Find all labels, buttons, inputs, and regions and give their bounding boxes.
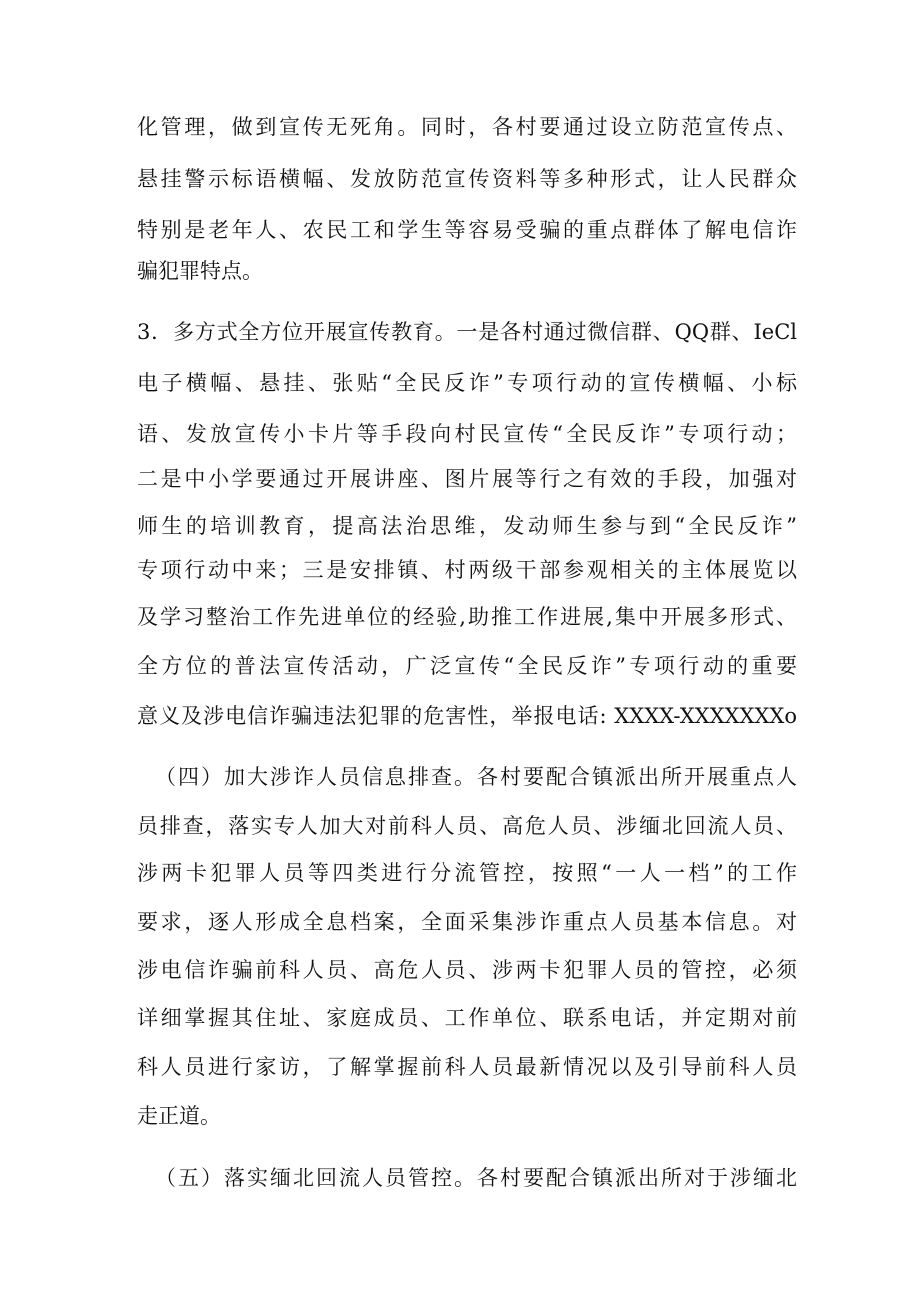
paragraph-2-line-6: 专项行动中来；三是安排镇、村两级干部参观相关的主体展览以 (137, 558, 797, 582)
paragraph-3-line-8: 走正道。 (137, 1104, 221, 1128)
paragraph-2-line-9: 意义及涉电信诈骗违法犯罪的危害性，举报电话: XXXX-XXXXXXXo (137, 704, 797, 728)
paragraph-2-line-3: 语、发放宣传小卡片等手段向村民宣传“全民反诈”专项行动； (137, 422, 797, 446)
paragraph-3-line-3: 涉两卡犯罪人员等四类进行分流管控，按照“一人一档”的工作 (137, 861, 797, 885)
paragraph-1-line-3: 特别是老年人、农民工和学生等容易受骗的重点群体了解电信诈 (137, 218, 797, 242)
paragraph-2-line-7: 及学习整治工作先进单位的经验,助推工作进展,集中开展多形式、 (137, 605, 797, 629)
paragraph-3-line-6: 详细掌握其住址、家庭成员、工作单位、联系电话，并定期对前 (137, 1006, 797, 1030)
paragraph-1-line-4: 骗犯罪特点。 (137, 259, 263, 283)
paragraph-3-line-5: 涉电信诈骗前科人员、高危人员、涉两卡犯罪人员的管控，必须 (137, 958, 797, 982)
paragraph-3-line-7: 科人员进行家访，了解掌握前科人员最新情况以及引导前科人员 (137, 1055, 797, 1079)
paragraph-2-line-8: 全方位的普法宣传活动，广泛宣传“全民反诈”专项行动的重要 (137, 654, 797, 678)
paragraph-1-line-1: 化管理，做到宣传无死角。同时，各村要通过设立防范宣传点、 (137, 115, 797, 139)
paragraph-2-line-1: 3．多方式全方位开展宣传教育。一是各村通过微信群、QQ群、IeCl (137, 320, 797, 344)
paragraph-3-line-1: （四）加大涉诈人员信息排查。各村要配合镇派出所开展重点人 (155, 765, 797, 789)
paragraph-2-line-5: 师生的培训教育，提高法治思维，发动师生参与到“全民反诈” (137, 514, 797, 538)
paragraph-2-line-4: 二是中小学要通过开展讲座、图片展等行之有效的手段，加强对 (137, 467, 797, 491)
paragraph-4-line-1: （五）落实缅北回流人员管控。各村要配合镇派出所对于涉缅北 (155, 1166, 797, 1190)
paragraph-1-line-2: 悬挂警示标语横幅、发放防范宣传资料等多种形式，让人民群众 (137, 167, 797, 191)
paragraph-3-line-2: 员排查，落实专人加大对前科人员、高危人员、涉缅北回流人员、 (137, 814, 797, 838)
paragraph-2-line-2: 电子横幅、悬挂、张贴“全民反诈”专项行动的宣传横幅、小标 (137, 371, 797, 395)
paragraph-3-line-4: 要求，逐人形成全息档案，全面采集涉诈重点人员基本信息。对 (137, 910, 797, 934)
